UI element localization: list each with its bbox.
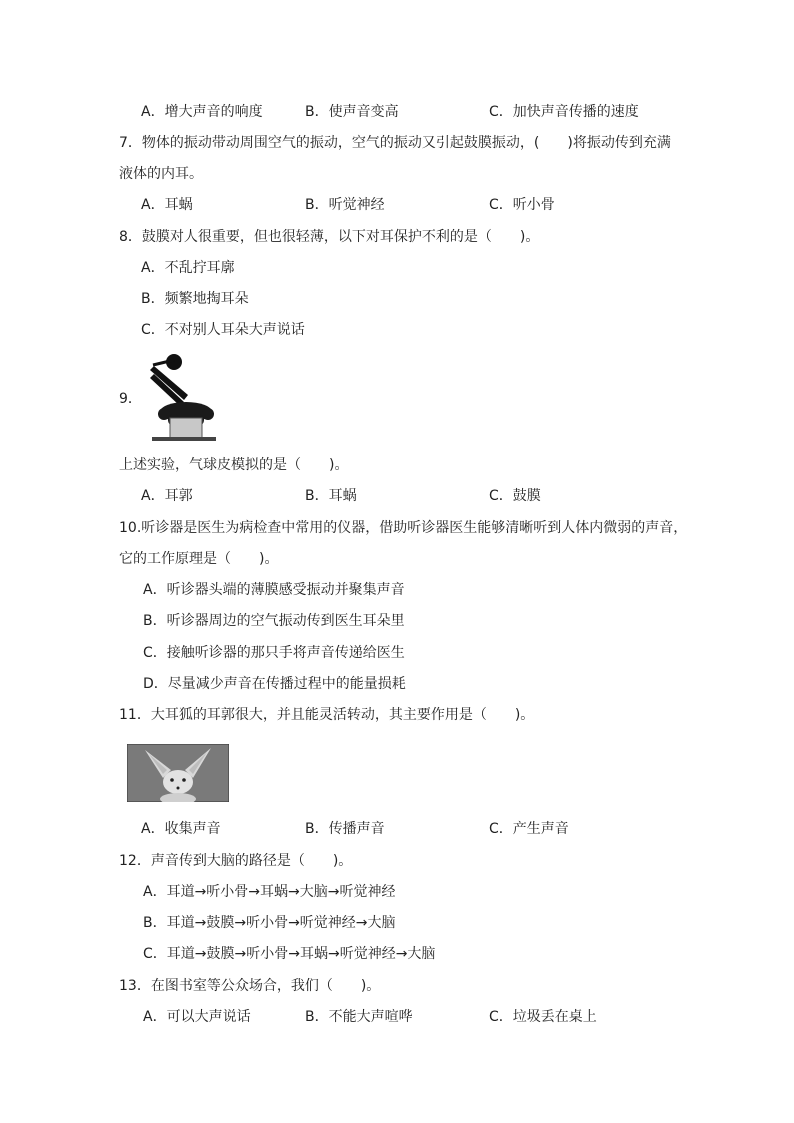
q8-stem: 8．鼓膜对人很重要，但也很轻薄，以下对耳保护不利的是（ )。: [119, 229, 540, 245]
q13-option-c: C．垃圾丢在桌上: [489, 1009, 597, 1025]
drum-experiment-figure: [148, 350, 218, 445]
q11-option-a: A．收集声音: [141, 821, 221, 837]
q12-option-b: B．耳道→鼓膜→听小骨→听觉神经→大脑: [143, 915, 396, 931]
q10-stem-line1: 10.听诊器是医生为病检查中常用的仪器，借助听诊器医生能够清晰听到人体内微弱的声音，: [119, 520, 688, 536]
q12-option-a: A．耳道→听小骨→耳蜗→大脑→听觉神经: [143, 884, 396, 900]
q12-option-c: C．耳道→鼓膜→听小骨→耳蜗→听觉神经→大脑: [143, 946, 436, 962]
q7-option-a: A．耳蜗: [141, 197, 193, 213]
q11-stem: 11．大耳狐的耳郭很大，并且能灵活转动，其主要作用是（ )。: [119, 707, 535, 723]
q6-option-c: C．加快声音传播的速度: [489, 104, 639, 120]
q7-option-b: B．听觉神经: [305, 197, 385, 213]
q10-option-a: A．听诊器头端的薄膜感受振动并聚集声音: [143, 582, 405, 598]
q6-option-b: B．使声音变高: [305, 104, 399, 120]
q9-stem: 上述实验，气球皮模拟的是（ )。: [119, 457, 349, 473]
q8-option-c: C．不对别人耳朵大声说话: [141, 322, 305, 338]
q13-option-b: B．不能大声喧哗: [305, 1009, 413, 1025]
q9-option-a: A．耳郭: [141, 488, 193, 504]
q11-option-b: B．传播声音: [305, 821, 385, 837]
q13-stem: 13．在图书室等公众场合，我们（ )。: [119, 978, 381, 994]
q12-stem: 12．声音传到大脑的路径是（ )。: [119, 853, 353, 869]
q7-stem-line1: 7．物体的振动带动周围空气的振动，空气的振动又引起鼓膜振动，( )将振动传到充满: [119, 135, 671, 151]
q6-option-a: A．增大声音的响度: [141, 104, 263, 120]
q7-stem-line2: 液体的内耳。: [119, 166, 203, 182]
q9-number: 9．: [119, 391, 142, 407]
q7-option-c: C．听小骨: [489, 197, 555, 213]
q9-option-b: B．耳蜗: [305, 488, 357, 504]
q13-option-a: A．可以大声说话: [143, 1009, 251, 1025]
q10-option-c: C．接触听诊器的那只手将声音传递给医生: [143, 645, 405, 661]
q8-option-b: B．频繁地掏耳朵: [141, 291, 249, 307]
q11-option-c: C．产生声音: [489, 821, 569, 837]
q8-option-a: A．不乱拧耳廓: [141, 260, 235, 276]
q10-option-b: B．听诊器周边的空气振动传到医生耳朵里: [143, 613, 405, 629]
q10-option-d: D．尽量减少声音在传播过程中的能量损耗: [143, 676, 406, 692]
q10-stem-line2: 它的工作原理是（ )。: [119, 551, 279, 567]
q9-option-c: C．鼓膜: [489, 488, 541, 504]
fennec-fox-photo: [127, 744, 229, 802]
